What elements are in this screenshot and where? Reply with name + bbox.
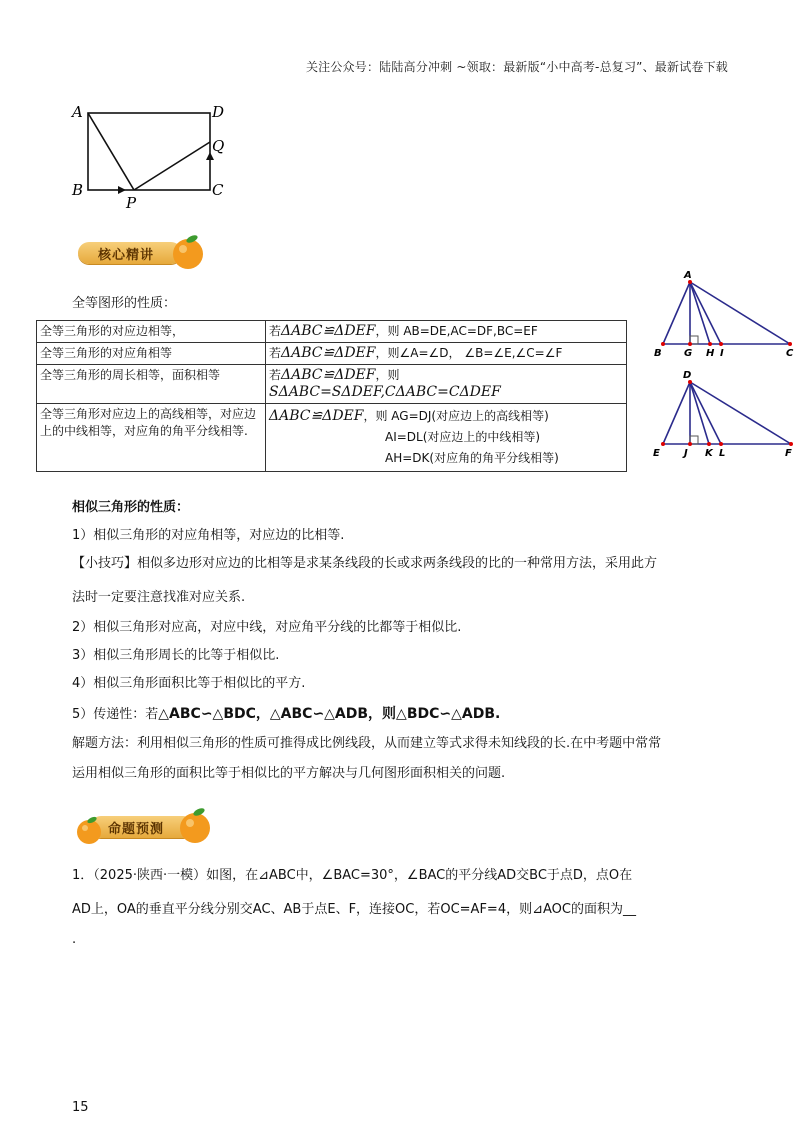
congruence-table — [36, 320, 627, 472]
svg-text:E: E — [653, 448, 660, 459]
section-title-core: 核心精讲 — [98, 248, 155, 263]
svg-text:A: A — [684, 270, 692, 281]
table-row — [37, 404, 627, 472]
tip-line1: 【小技巧】相似多边形对应边的比相等是求某条线段的长或求两条线段的比的一种常用方法，采用此方 — [72, 556, 658, 571]
label-P: P — [126, 194, 137, 210]
svg-text:D: D — [683, 370, 692, 381]
label-Q: Q — [212, 137, 225, 155]
problem-line1: 1．（2025·陕西·一模）如图，在⊿ABC中，∠BAC=30°，∠BAC的平分线AD交BC于点D，点O在 — [72, 868, 633, 883]
svg-text:H: H — [706, 348, 715, 359]
similar-p5: 5）传递性：若△ABC∽△BDC，△ABC∽△ADB，则△BDC∽△ADB. — [72, 706, 501, 722]
svg-text:F: F — [785, 448, 792, 459]
similar-p4: 4）相似三角形面积比等于相似比的平方. — [72, 676, 306, 691]
intro-text: 全等图形的性质： — [72, 296, 177, 311]
svg-text:J: J — [684, 448, 688, 459]
label-B: B — [72, 181, 84, 199]
orange-icon — [72, 814, 106, 848]
svg-text:I: I — [720, 348, 724, 359]
table-cell: 若ΔABC≌ΔDEF，则 SΔABC=SΔDEF,CΔABC=CΔDEF — [266, 365, 627, 404]
svg-text:L: L — [719, 448, 726, 459]
triangle-abc-figure — [650, 268, 800, 360]
method-line1: 解题方法：利用相似三角形的性质可推得成比例线段，从而建立等式求得未知线段的长.在中考题中常常 — [72, 736, 662, 751]
label-C: C — [212, 181, 224, 199]
label-A: A — [72, 103, 83, 121]
table-cell: 若ΔABC≌ΔDEF，则 AB=DE,AC=DF,BC=EF — [266, 321, 627, 343]
similar-heading: 相似三角形的性质： — [72, 500, 190, 515]
svg-text:K: K — [705, 448, 713, 459]
table-row — [37, 365, 627, 404]
similar-p3: 3）相似三角形周长的比等于相似比. — [72, 648, 280, 663]
rectangle-figure — [66, 98, 236, 210]
orange-icon — [168, 232, 208, 272]
section-badge-prediction — [72, 808, 204, 844]
section-title-prediction: 命题预测 — [108, 822, 165, 837]
section-badge-core — [72, 234, 204, 270]
table-cell: 全等三角形的对应角相等 — [37, 343, 266, 365]
table-cell: 全等三角形对应边上的高线相等，对应边上的中线相等，对应角的角平分线相等. — [37, 404, 266, 472]
svg-text:B: B — [654, 348, 662, 359]
similar-p1: 1）相似三角形的对应角相等，对应边的比相等. — [72, 528, 345, 543]
svg-text:G: G — [684, 348, 693, 359]
page-number: 15 — [72, 1100, 89, 1115]
table-cell: 若ΔABC≌ΔDEF，则∠A=∠D， ∠B=∠E,∠C=∠F — [266, 343, 627, 365]
triangle-def-figure — [645, 366, 800, 462]
problem-line2: AD上，OA的垂直平分线分别交AC、AB于点E、F，连接OC，若OC=AF=4，则⊿AOC的面积为__ — [72, 902, 636, 917]
orange-icon — [176, 804, 214, 846]
problem-line3: . — [72, 932, 77, 947]
similar-p2: 2）相似三角形对应高，对应中线，对应角平分线的比都等于相似比. — [72, 620, 462, 635]
label-D: D — [212, 103, 225, 121]
table-cell: ΔABC≌ΔDEF，则 AG=DJ(对应边上的高线相等) AI=DL(对应边上的中线相等) AH=DK(对应角的角平分线相等) — [266, 404, 627, 472]
table-row — [37, 321, 627, 343]
tip-line2: 法时一定要注意找准对应关系. — [72, 590, 246, 605]
method-line2: 运用相似三角形的面积比等于相似比的平方解决与几何图形面积相关的问题. — [72, 766, 506, 781]
page-header: 关注公众号：陆陆高分冲刺 ~领取：最新版“小中高考-总复习”、最新试卷下载 — [305, 60, 728, 74]
table-cell: 全等三角形的周长相等，面积相等 — [37, 365, 266, 404]
svg-text:C: C — [786, 348, 794, 359]
table-row — [37, 343, 627, 365]
table-cell: 全等三角形的对应边相等， — [37, 321, 266, 343]
